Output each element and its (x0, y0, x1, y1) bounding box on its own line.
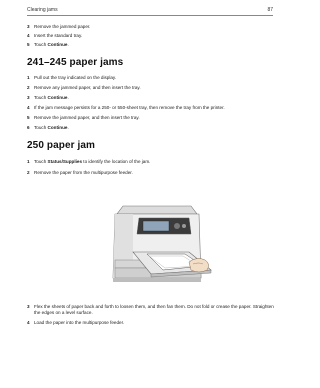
section-name: Clearing jams (27, 7, 58, 13)
step-text: Load the paper into the multipurpose feeder. (34, 320, 125, 325)
step-item (27, 125, 69, 131)
step-item (27, 105, 225, 111)
step-item (27, 115, 140, 121)
step-number: 4 (27, 33, 30, 38)
step-number: 2 (27, 170, 30, 175)
printer-illustration (93, 200, 217, 296)
step-item (27, 75, 116, 81)
step-text: Touch Continue. (34, 42, 69, 47)
section-heading: 241–245 paper jams (27, 57, 124, 68)
step-text: Flex the sheets of paper back and forth to loosen them, and then fan them. Do not fold or crease the paper. Straighten the edges on a level surface. (34, 304, 274, 315)
step-text: If the jam message persists for a 250- or 550-sheet tray, then remove the tray from the printer. (34, 105, 225, 110)
step-item (27, 95, 69, 101)
step-number: 5 (27, 42, 30, 47)
step-text: Insert the standard tray. (34, 33, 83, 38)
step-item (27, 85, 141, 91)
step-item (27, 320, 124, 326)
step-text: Touch Continue. (34, 125, 69, 130)
step-text: Remove the jammed paper. (34, 24, 91, 29)
step-number: 6 (27, 125, 30, 130)
step-number: 2 (27, 85, 30, 90)
step-item (27, 159, 150, 165)
step-number: 1 (27, 75, 30, 80)
step-number: 3 (27, 304, 30, 309)
step-number: 4 (27, 320, 30, 325)
step-text: Remove the jammed paper, and then insert the tray. (34, 115, 140, 120)
step-item (27, 33, 82, 39)
step-item (27, 170, 133, 176)
step-item (27, 42, 69, 48)
step-text: Pull out the tray indicated on the display. (34, 75, 117, 80)
step-number: 5 (27, 115, 30, 120)
step-text: Touch Continue. (34, 95, 69, 100)
section-heading: 250 paper jam (27, 140, 96, 151)
step-number: 1 (27, 159, 30, 164)
step-item (27, 24, 90, 30)
header-rule (27, 15, 273, 16)
step-number: 3 (27, 24, 30, 29)
step-text: Touch Status/Supplies to identify the location of the jam. (34, 159, 151, 164)
page-number: 87 (267, 7, 273, 13)
step-item (27, 304, 274, 316)
running-header (27, 7, 273, 13)
step-text: Remove the paper from the multipurpose feeder. (34, 170, 133, 175)
step-number: 4 (27, 105, 30, 110)
step-text: Remove any jammed paper, and then insert the tray. (34, 85, 141, 90)
step-number: 3 (27, 95, 30, 100)
